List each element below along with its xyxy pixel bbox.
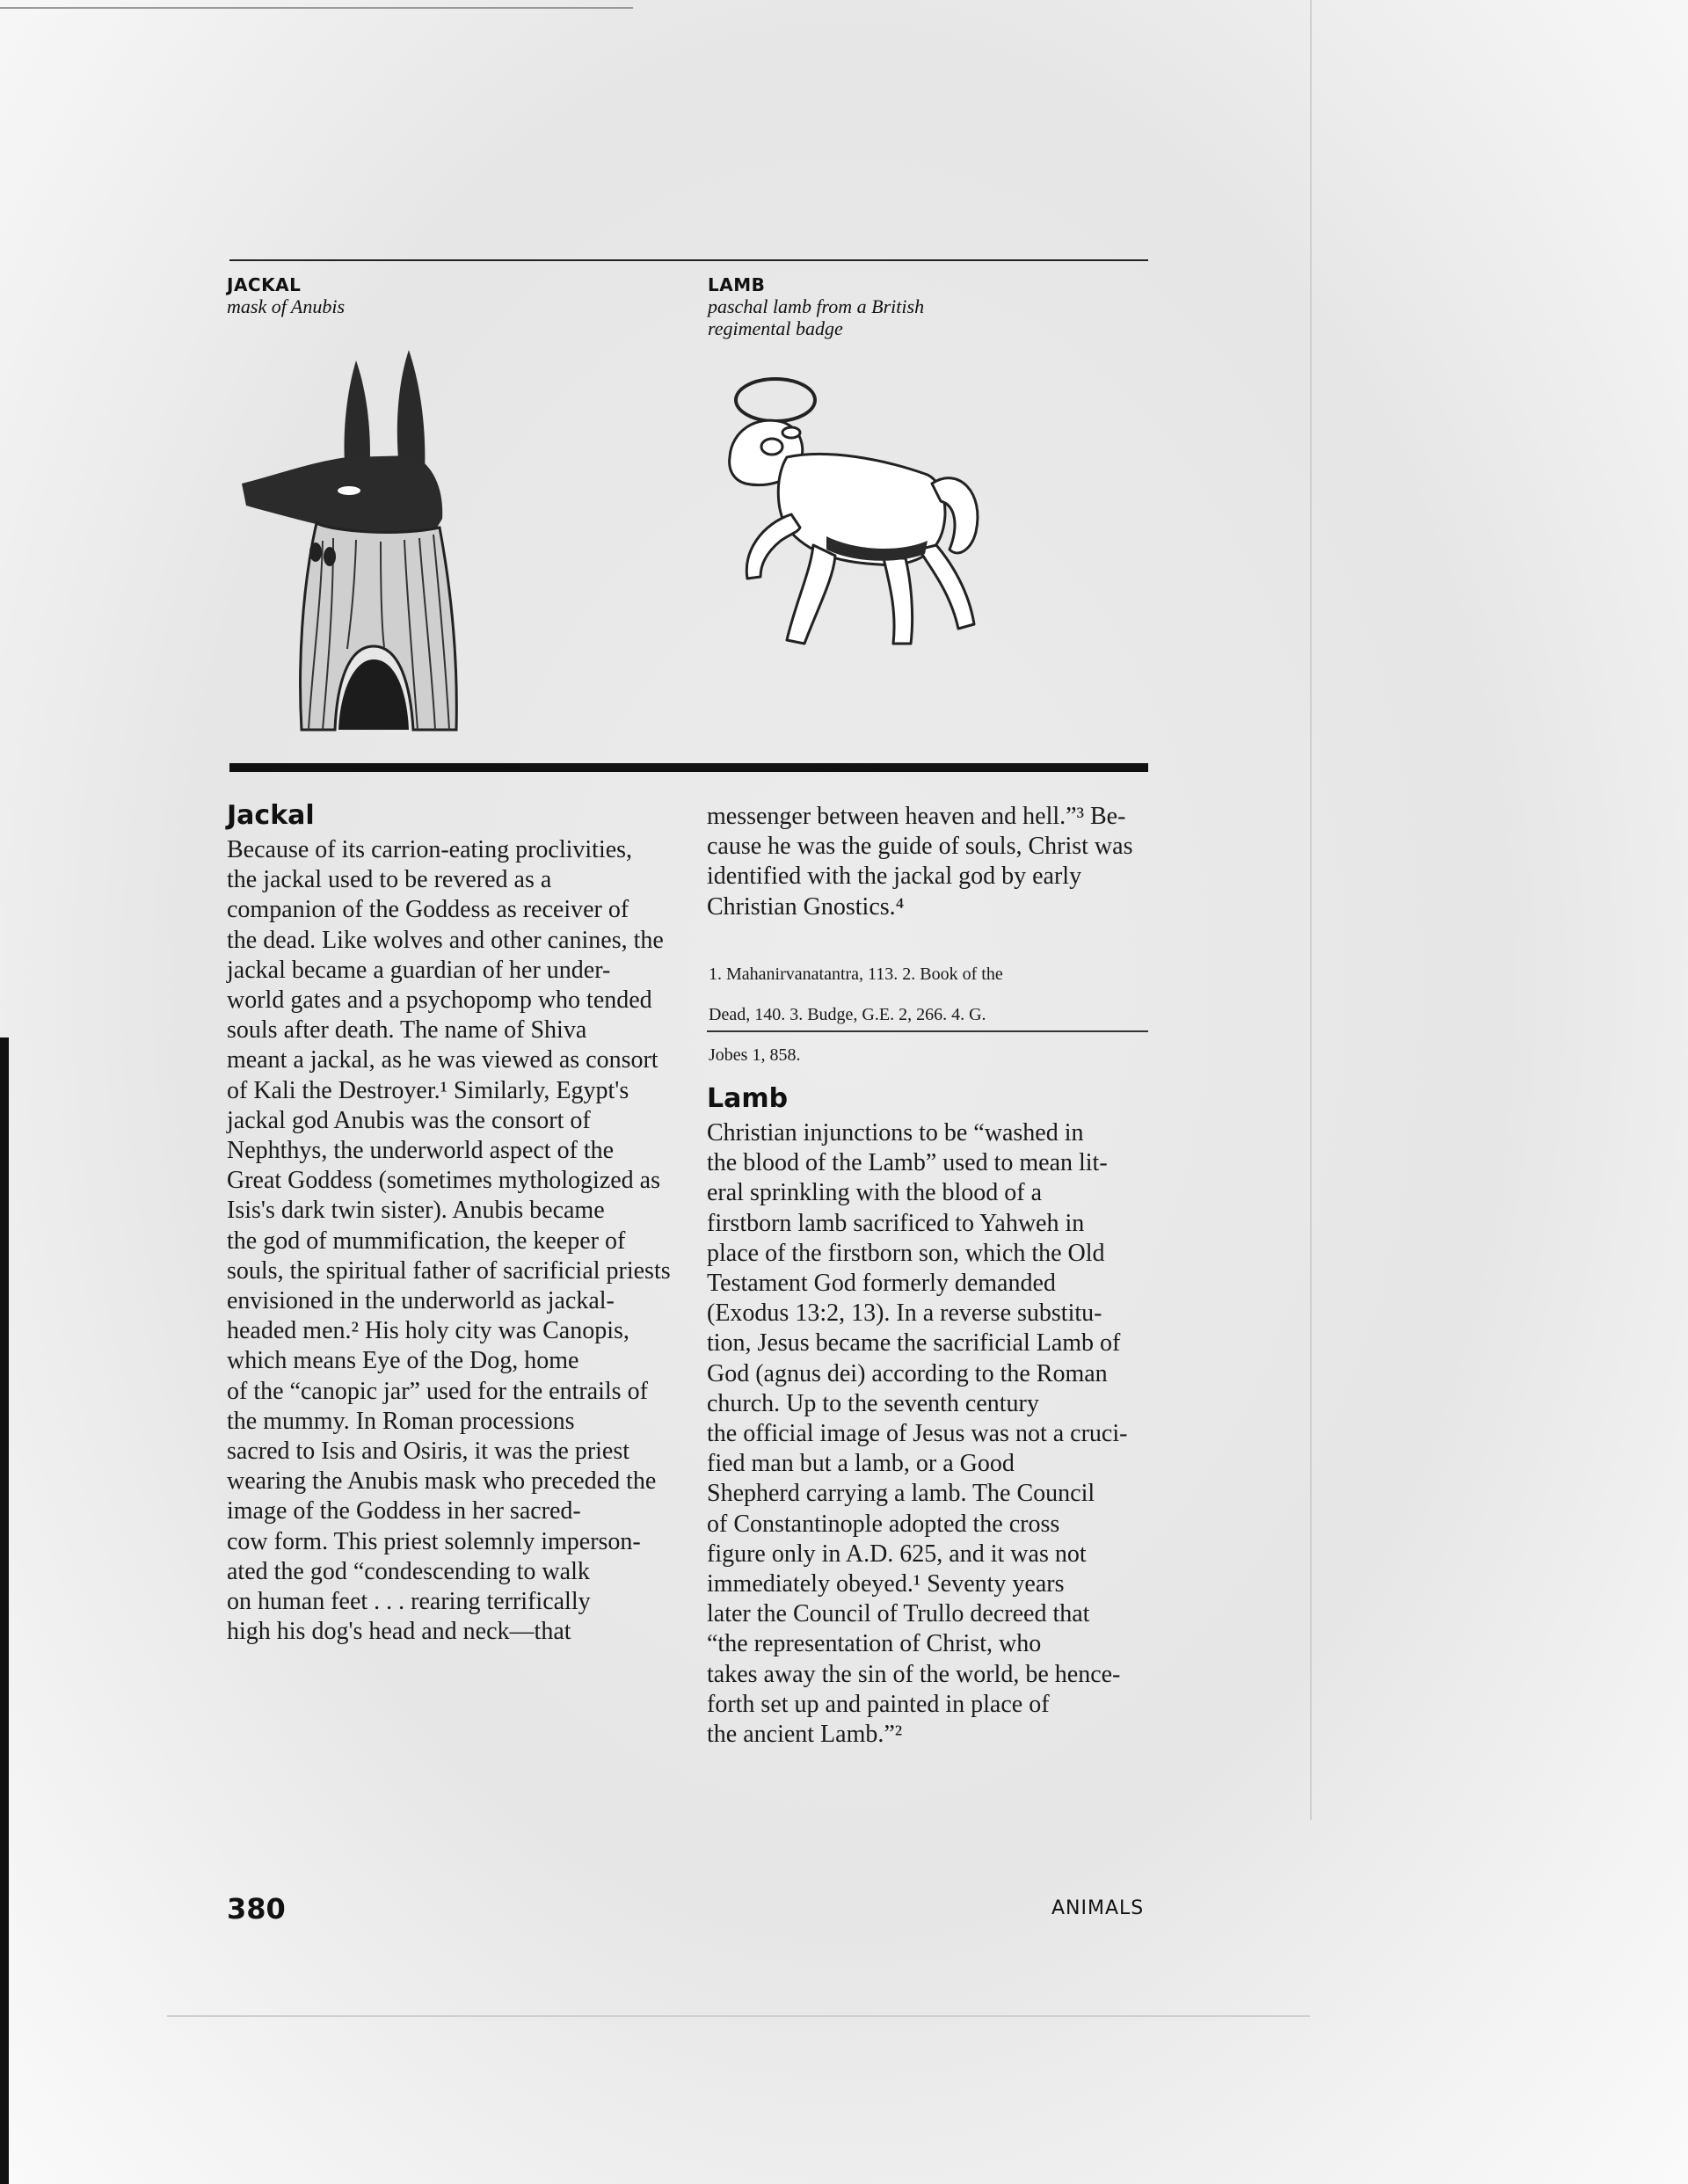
scan-edge-right: [1310, 0, 1312, 1820]
lamb-text-line: God (agnus dei) according to the Roman: [707, 1359, 1108, 1387]
lamb-text-line: the official image of Jesus was not a cruci-: [707, 1420, 1128, 1448]
jackal-text-line: headed men.² His holy city was Canopis,: [227, 1317, 629, 1345]
jackal-text-line: sacred to Isis and Osiris, it was the priest: [227, 1438, 630, 1466]
lamb-ear: [782, 427, 800, 438]
lamb-text-line: takes away the sin of the world, be hence-: [707, 1660, 1121, 1688]
jackal-notes: [709, 945, 1148, 1084]
jackal-text-line: Nephthys, the underworld aspect of the: [227, 1137, 615, 1165]
jackal-text-line: cow form. This priest solemnly imperson-: [227, 1527, 641, 1555]
scan-edge-top: [0, 7, 633, 9]
lamb-text-line: the blood of the Lamb” used to mean lit-: [707, 1149, 1108, 1177]
jackal-text-line: companion of the Goddess as receiver of: [227, 896, 629, 924]
jackal-continuation-line: messenger between heaven and hell.”³ Be-: [707, 803, 1126, 830]
scan-edge-bottom: [167, 2015, 1310, 2017]
lamb-text-line: tion, Jesus became the sacrificial Lamb of: [707, 1329, 1121, 1358]
jackal-text-line: Isis's dark twin sister). Anubis became: [227, 1197, 605, 1225]
anubis-mask-opening: [338, 659, 409, 730]
jackal-note-line: Dead, 140. 3. Budge, G.E. 2, 266. 4. G.: [709, 1005, 986, 1024]
jackal-text-line: of the “canopic jar” used for the entrails of: [227, 1377, 648, 1405]
jackal-continuation-line: cause he was the guide of souls, Christ was: [707, 833, 1133, 861]
jackal-text-line: Because of its carrion-eating proclivities,: [227, 836, 633, 863]
lamb-caption-subtitle-line2: regimental badge: [708, 317, 843, 339]
anubis-mask-illustration: [224, 343, 462, 739]
illustration-divider-rule: [229, 763, 1148, 772]
jackal-heading: Jackal: [227, 800, 315, 831]
jackal-text-line: jackal became a guardian of her under-: [227, 956, 611, 984]
jackal-text-line: envisioned in the underworld as jackal-: [227, 1287, 615, 1315]
jackal-text-line: wearing the Anubis mask who preceded the: [227, 1467, 657, 1496]
jackal-text-line: the jackal used to be revered as a: [227, 866, 552, 894]
jackal-note-line: 1. Mahanirvanatantra, 113. 2. Book of the: [709, 965, 1003, 984]
lamb-text-line: (Exodus 13:2, 13). In a reverse substitu-: [707, 1299, 1102, 1328]
lamb-text-line: firstborn lamb sacrificed to Yahweh in: [707, 1209, 1085, 1237]
lamb-body-text: [707, 1118, 1164, 1750]
lamb-text-line: of Constantinople adopted the cross: [707, 1510, 1060, 1538]
jackal-text-line: which means Eye of the Dog, home: [227, 1347, 579, 1375]
scan-left-edge-bar: [0, 1037, 9, 2184]
lamb-text-line: eral sprinkling with the blood of a: [707, 1179, 1043, 1207]
jackal-text-line: of Kali the Destroyer.¹ Similarly, Egypt's: [227, 1076, 629, 1104]
jackal-text-line: Great Goddess (sometimes mythologized as: [227, 1167, 661, 1195]
lamb-text-line: immediately obeyed.¹ Seventy years: [707, 1570, 1065, 1598]
jackal-text-line: meant a jackal, as he was viewed as consort: [227, 1046, 658, 1074]
lamb-text-line: place of the firstborn son, which the Old: [707, 1239, 1105, 1267]
jackal-caption-title: JACKAL: [227, 274, 302, 295]
lamb-text-line: “the representation of Christ, who: [707, 1630, 1042, 1658]
jackal-caption-subtitle: mask of Anubis: [227, 295, 346, 317]
jackal-text-line: world gates and a psychopomp who tended: [227, 986, 652, 1015]
page-number: 380: [227, 1892, 286, 1926]
lamb-text-line: Shepherd carrying a lamb. The Council: [707, 1480, 1095, 1508]
jackal-text-line: the mummy. In Roman processions: [227, 1407, 575, 1435]
lamb-text-line: fied man but a lamb, or a Good: [707, 1450, 1015, 1478]
top-rule: [229, 259, 1148, 261]
lamb-caption-title: LAMB: [708, 274, 766, 295]
jackal-text-line: on human feet . . . rearing terrifically: [227, 1588, 591, 1616]
lamb-foreleg: [787, 545, 835, 644]
lamb-text-line: figure only in A.D. 625, and it was not: [707, 1540, 1087, 1568]
jackal-text-line: high his dog's head and neck—that: [227, 1618, 571, 1646]
lamb-hindleg-1: [884, 558, 913, 644]
paschal-lamb-illustration: [695, 360, 998, 664]
lamb-caption-subtitle-line1: paschal lamb from a British: [708, 295, 925, 317]
lamb-raised-foreleg: [746, 514, 800, 579]
jackal-continuation-text: [707, 802, 1164, 922]
anubis-head: [242, 455, 442, 536]
lamb-text-line: church. Up to the seventh century: [707, 1389, 1039, 1417]
jackal-continuation-line: Christian Gnostics.⁴: [707, 892, 905, 921]
jackal-text-line: the god of mummification, the keeper of: [227, 1227, 626, 1255]
jackal-text-line: jackal god Anubis was the consort of: [227, 1106, 591, 1134]
anubis-eye: [338, 486, 360, 495]
lamb-text-line: Testament God formerly demanded: [707, 1270, 1056, 1298]
jackal-text-line: souls after death. The name of Shiva: [227, 1016, 587, 1045]
jackal-text-line: the dead. Like wolves and other canines, the: [227, 926, 664, 954]
jackal-note-line: Jobes 1, 858.: [709, 1045, 801, 1065]
lamb-halo: [736, 379, 815, 421]
section-label: ANIMALS: [1051, 1897, 1145, 1919]
lamb-hindleg-2: [919, 545, 974, 629]
lamb-text-line: Christian injunctions to be “washed in: [707, 1119, 1084, 1147]
jackal-continuation-line: identified with the jackal god by early: [707, 863, 1082, 891]
jackal-text-line: souls, the spiritual father of sacrificial priests: [227, 1256, 671, 1285]
jackal-text-line: ated the god “condescending to walk: [227, 1557, 590, 1585]
lamb-text-line: the ancient Lamb.”²: [707, 1721, 903, 1749]
lamb-heading: Lamb: [707, 1083, 789, 1114]
lamb-text-line: forth set up and painted in place of: [707, 1690, 1050, 1718]
lamb-text-line: later the Council of Trullo decreed that: [707, 1600, 1090, 1628]
jackal-notes-rule: [707, 1030, 1148, 1032]
jackal-body-text: [227, 835, 684, 1647]
jackal-text-line: image of the Goddess in her sacred-: [227, 1497, 581, 1525]
